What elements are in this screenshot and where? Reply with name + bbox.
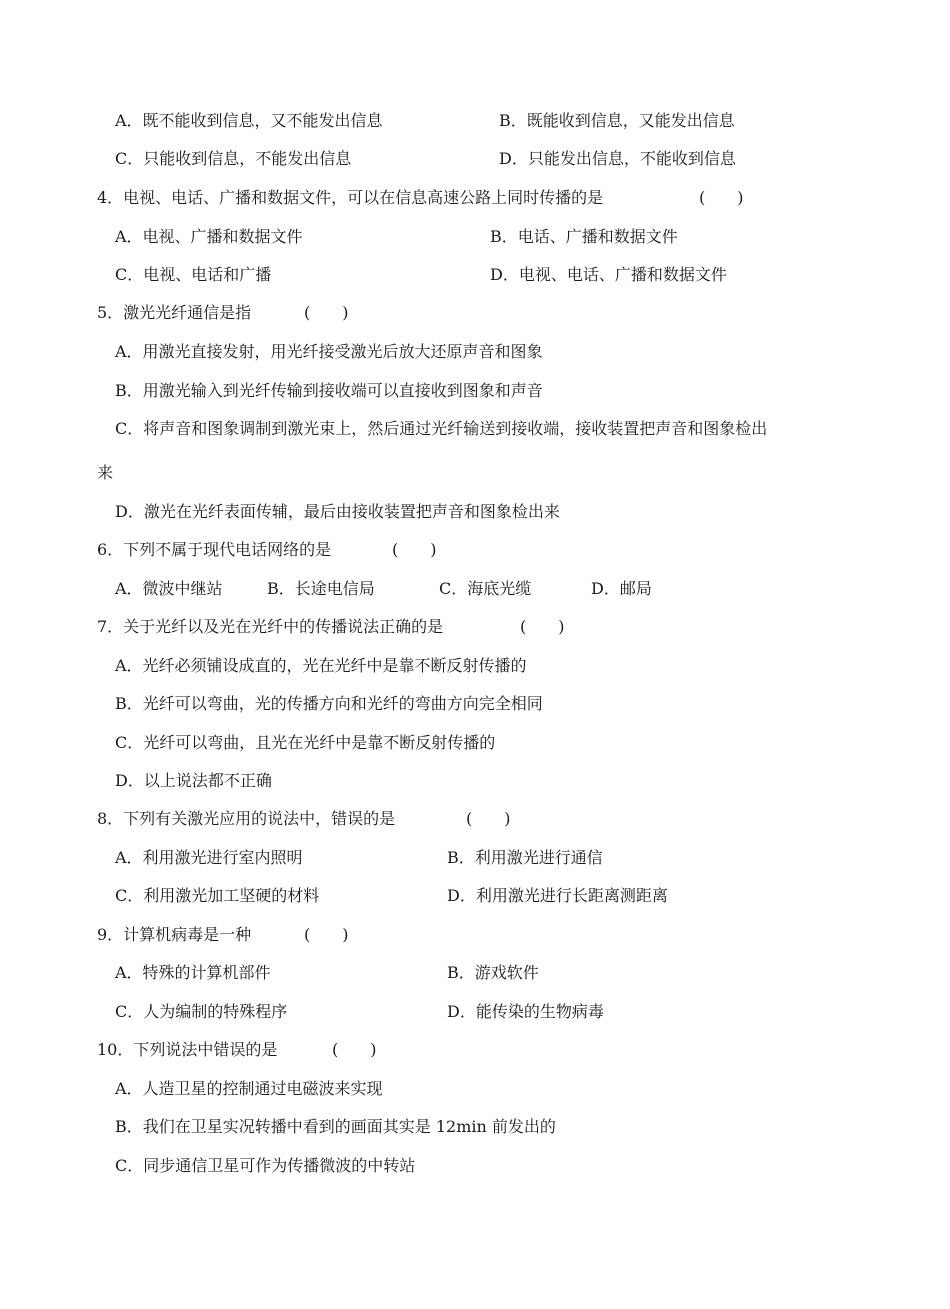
q5-option-c-continued: 来 [97,463,114,482]
q5-answer-paren: ( ) [304,303,349,322]
q4-option-c: C．电视、电话和广播 [115,265,272,284]
q3-option-c: C．只能收到信息，不能发出信息 [115,149,352,168]
q5-option-c: C．将声音和图象调制到激光束上，然后通过光纤输送到接收端，接收装置把声音和图象检出 [115,419,768,438]
q6-option-c: C．海底光缆 [439,579,532,598]
q6-option-a: A．微波中继站 [115,579,223,598]
q6-option-d: D．邮局 [591,579,652,598]
q4-answer-paren: ( ) [699,188,744,207]
q9-option-d: D．能传染的生物病毒 [447,1002,604,1021]
q9-option-c: C．人为编制的特殊程序 [115,1002,288,1021]
q4-option-b: B．电话、广播和数据文件 [490,227,678,246]
q3-option-d: D．只能发出信息，不能收到信息 [499,149,736,168]
q9-option-b: B．游戏软件 [447,963,539,982]
q6-answer-paren: ( ) [392,540,437,559]
q7-option-a: A．光纤必须铺设成直的，光在光纤中是靠不断反射传播的 [115,656,527,675]
q7-option-b: B．光纤可以弯曲，光的传播方向和光纤的弯曲方向完全相同 [115,694,543,713]
q8-option-d: D．利用激光进行长距离测距离 [447,886,668,905]
q8-option-b: B．利用激光进行通信 [447,848,603,867]
q4-option-d: D．电视、电话、广播和数据文件 [490,265,727,284]
q7-answer-paren: ( ) [520,617,565,636]
q10-stem: 10．下列说法中错误的是 [97,1040,278,1059]
q8-option-a: A．利用激光进行室内照明 [115,848,303,867]
q4-stem: 4．电视、电话、广播和数据文件，可以在信息高速公路上同时传播的是 [97,188,604,207]
q7-option-d: D．以上说法都不正确 [115,771,272,790]
q5-option-a: A．用激光直接发射，用光纤接受激光后放大还原声音和图象 [115,342,543,361]
q4-option-a: A．电视、广播和数据文件 [115,227,303,246]
q10-option-b: B．我们在卫星实况转播中看到的画面其实是 12min 前发出的 [115,1117,556,1136]
q10-option-a: A．人造卫星的控制通过电磁波来实现 [115,1079,383,1098]
q7-option-c: C．光纤可以弯曲，且光在光纤中是靠不断反射传播的 [115,733,496,752]
q10-answer-paren: ( ) [332,1040,377,1059]
q6-option-b: B．长途电信局 [267,579,375,598]
q7-stem: 7．关于光纤以及光在光纤中的传播说法正确的是 [97,617,444,636]
q5-option-b: B．用激光输入到光纤传输到接收端可以直接收到图象和声音 [115,381,543,400]
q9-option-a: A．特殊的计算机部件 [115,963,271,982]
q8-option-c: C．利用激光加工坚硬的材料 [115,886,320,905]
q3-option-a: A．既不能收到信息，又不能发出信息 [115,111,383,130]
q5-option-d: D．激光在光纤表面传辅，最后由接收装置把声音和图象检出来 [115,502,560,521]
q8-answer-paren: ( ) [466,809,511,828]
q5-stem: 5．激光光纤通信是指 [97,303,252,322]
q3-option-b: B．既能收到信息，又能发出信息 [499,111,735,130]
q9-answer-paren: ( ) [304,925,349,944]
q10-option-c: C．同步通信卫星可作为传播微波的中转站 [115,1156,416,1175]
q9-stem: 9．计算机病毒是一种 [97,925,252,944]
q6-stem: 6．下列不属于现代电话网络的是 [97,540,332,559]
q8-stem: 8．下列有关激光应用的说法中，错误的是 [97,809,396,828]
